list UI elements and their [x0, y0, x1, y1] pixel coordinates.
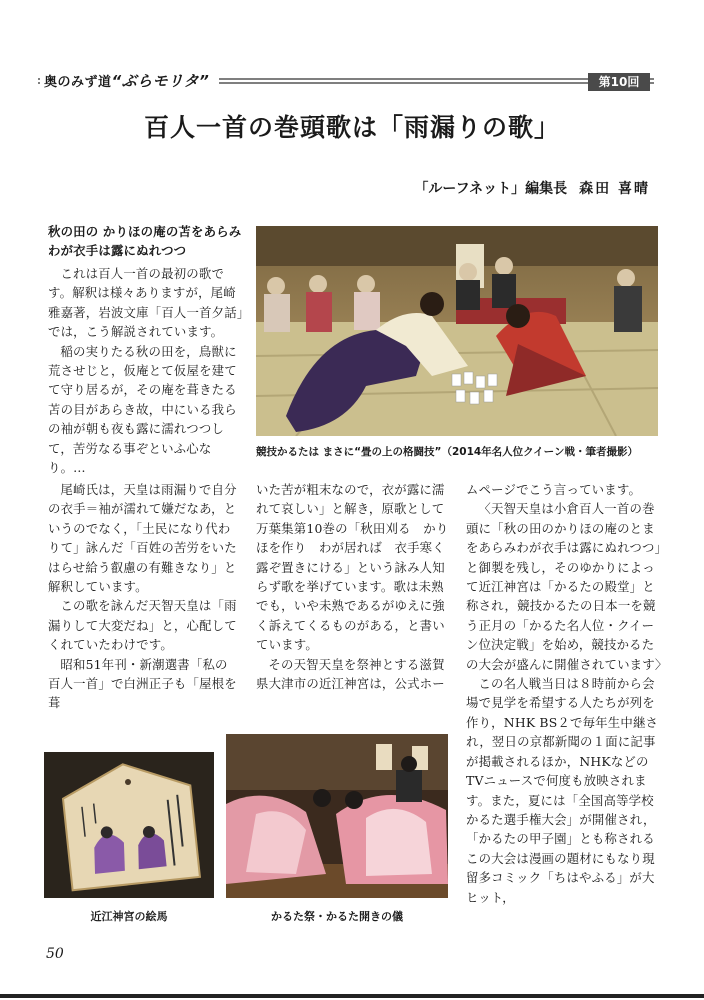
karuta-match-photo: [256, 226, 658, 436]
paragraph: いた苦が粗末なので，衣が露に濡れて哀しい」と解き，原歌として万葉集第10巻の「秋田刈る かりほを作り わが居れば 衣手寒く 露ぞ置きにける」という詠み人知らず歌を挙げています。歌は未熟でも，いや未熟であるがゆえに強く訴えてくるものがある，と書いています。: [256, 482, 458, 653]
main-photo-caption: 競技かるたは まさに“畳の上の格闘技”（2014年名人位クイーン戦・筆者撮影）: [256, 446, 638, 458]
paragraph: 稲の実りたる秋の田を，鳥獣に荒させじと，仮庵とて仮屋を建てて守り居るが，その庵を葺きたる苫の目があらき故，中にいる我らの袖が朝も夜も露に濡れつつして，苦労なる事ぞといふ心なり。…: [48, 343, 237, 476]
ema-photo-caption: 近江神宮の絵馬: [90, 910, 168, 923]
article-headline: 百人一首の巻頭歌は「雨漏りの歌」: [143, 113, 560, 142]
paragraph: この名人戦当日は８時前から会場で見学を希望する人たちが列を作り，NHK BS２で毎年生中継され，翌日の京都新聞の１面に記事が掲載されるほか，NHKなどのTVニュースで何度も放映されます。また，夏には「全国高等学校かるた選手権大会」が開催され，「かるたの甲子園」とも称されるこの大会は漫画の題材にもなり現留多コミック「ちはやふる」が大ヒット，: [466, 676, 659, 905]
bottom-rule: [0, 994, 704, 998]
poem-text: 秋の田の かりほの庵の苫をあらみ わが衣手は露にぬれつつ: [48, 224, 242, 259]
text-column-3: [256, 480, 458, 693]
series-title-prefix: 奥のみず道: [44, 75, 112, 90]
episode-badge: 第10回: [588, 73, 650, 91]
series-title: [40, 69, 219, 93]
page-number: 50: [46, 946, 64, 962]
paragraph: 尾崎氏は，天皇は雨漏りで自分の衣手＝袖が濡れて嫌だなあ，というのでなく，「土民になり代わりて」詠んだ「百姓の苦労をいたはらせ給う叡慮の有難きなり」と解釈しています。: [48, 482, 237, 595]
byline: [414, 178, 650, 198]
text-column-4: [466, 480, 668, 907]
text-column-1: [48, 264, 246, 477]
text-column-2: [48, 480, 240, 713]
karuta-festival-photo: [226, 734, 448, 898]
byline-author: 森田 喜晴: [579, 181, 650, 197]
festival-photo-caption: かるた祭・かるた開きの儀: [271, 910, 403, 923]
byline-affiliation: 「ルーフネット」編集長: [414, 181, 568, 197]
paragraph: 〈天智天皇は小倉百人一首の巻頭に「秋の田のかりほの庵のとまをあらみわが衣手は露にぬれつつ」と御製を残し，そのゆかりによって近江神宮は「かるたの殿堂」と称され，競技かるたの日本一を競う正月の「かるた名人位・クイーン位決定戦」を始め，競技かるたの大会が盛んに開催されています〉: [466, 501, 668, 672]
paragraph: 昭和51年刊・新潮選書「私の百人一首」で白洲正子も「屋根を葺: [48, 656, 237, 711]
paragraph: これは百人一首の最初の歌です。解釈は様々ありますが，尾崎雅嘉著，岩波文庫「百人一首夕話」では，こう解説されています。: [48, 266, 244, 340]
series-title-accent: “ぶらモリタ”: [111, 72, 210, 90]
paragraph: この歌を詠んだ天智天皇は「雨漏りして大変だね」と，心配してくれていたわけです。: [48, 598, 237, 653]
ema-plaque-photo: [44, 752, 214, 898]
paragraph: ムページでこう言っています。: [466, 482, 642, 497]
paragraph: その天智天皇を祭神とする滋賀県大津市の近江神宮は，公式ホー: [256, 656, 445, 692]
opening-poem: [48, 222, 246, 261]
